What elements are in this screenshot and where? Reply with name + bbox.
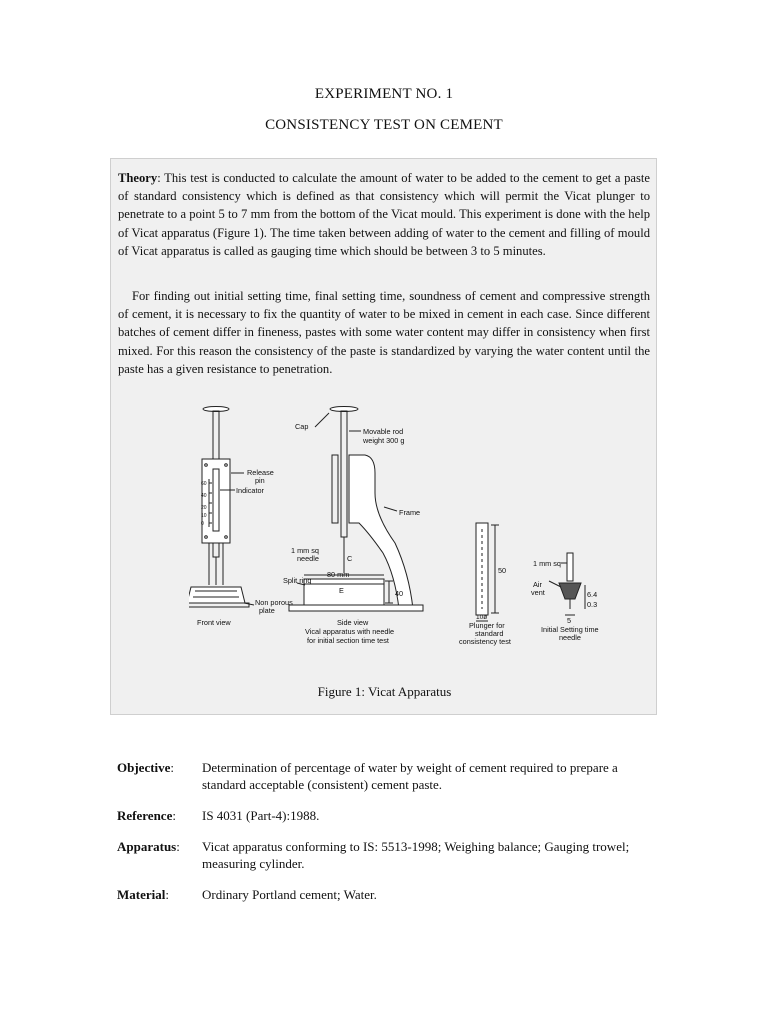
- reference-label: Reference: [117, 808, 173, 823]
- label-0-3: 0.3: [587, 600, 598, 609]
- material-label: Material: [117, 887, 166, 902]
- label-plate: plate: [259, 606, 275, 615]
- label-release: Release: [247, 468, 274, 477]
- experiment-number: EXPERIMENT NO. 1: [314, 86, 454, 102]
- label-1mm-sq: 1 mm sq: [533, 559, 561, 568]
- apparatus-colon: :: [176, 839, 180, 854]
- label-vent: vent: [531, 588, 545, 597]
- label-10: 10ø: [476, 614, 488, 621]
- label-indicator: Indicator: [236, 486, 264, 495]
- label-rod-weight: weight 300 g: [363, 436, 405, 445]
- scale-20: 20: [201, 505, 207, 511]
- figure-caption: Figure 1: Vicat Apparatus: [317, 684, 452, 699]
- label-split-ring: Split ring: [283, 576, 312, 585]
- plunger-drawing: [476, 523, 499, 621]
- label-movable-rod: Movable rod: [363, 427, 404, 436]
- label-air: Air: [533, 580, 542, 589]
- theory-label: Theory: [118, 171, 158, 185]
- apparatus-label: Apparatus: [117, 839, 177, 854]
- label-plunger-2: standard: [475, 629, 504, 638]
- theory-text-1: : This test is conducted to calculate the amount of water to be added to the cement to get a paste of standard consistency which is defined as that consistency which will permit the Vicat plunger to penetrate to a point 5 to 7 mm from the bottom of the Vicat mould. This experiment is done with the help of Vicat apparatus (Figure 1). The time taken between adding of water to the cement and filling of mould of Vicat apparatus is called as gauging time which should be between 3 to 5 minutes.: [118, 171, 650, 258]
- label-front-view: Front view: [197, 618, 231, 627]
- label-side-caption-1: Vical apparatus with needle: [305, 627, 395, 636]
- scale-10: 10: [201, 513, 207, 519]
- label-non-porous: Non porous: [255, 598, 293, 607]
- objective-colon: :: [170, 760, 175, 775]
- label-6-4: 6.4: [587, 590, 598, 599]
- label-40: 40: [395, 589, 404, 598]
- label-cap: Cap: [295, 422, 309, 431]
- reference-colon: :: [172, 808, 176, 823]
- label-initial-1: Initial Setting time: [541, 625, 599, 634]
- label-plunger-1: Plunger for: [469, 621, 505, 630]
- label-plunger-3: consistency test: [459, 637, 511, 646]
- label-needle-2: needle: [297, 554, 319, 563]
- front-view-drawing: [189, 407, 254, 608]
- scale-60: 60: [201, 481, 207, 487]
- scale-40: 40: [201, 493, 207, 499]
- reference-text: IS 4031 (Part-4):1988.: [202, 808, 320, 823]
- scale-0: 0: [201, 521, 204, 527]
- vicat-apparatus-figure: [189, 403, 639, 671]
- objective-label: Objective: [117, 760, 171, 775]
- label-c: C: [347, 554, 353, 563]
- label-80mm: 80 mm: [327, 570, 350, 579]
- label-side-caption-2: for initial section time test: [307, 636, 389, 645]
- page-title: CONSISTENCY TEST ON CEMENT: [265, 117, 503, 133]
- theory-box: [110, 158, 657, 715]
- label-frame: Frame: [399, 508, 421, 517]
- theory-paragraph-2: For finding out initial setting time, final setting time, soundness of cement and compressive strength of cement, it is necessary to fix the quantity of water to be mixed in cement in each case. Since different batches of cement differ in fineness, pastes with some water content may differ in consistency when first mixed. For this reason the consistency of the paste is standardized by varying the water content until the paste has a given resistance to penetration.: [118, 289, 650, 376]
- label-5: 5: [567, 616, 572, 625]
- material-colon: :: [165, 887, 169, 902]
- label-50: 50: [498, 566, 507, 575]
- objective-text: Determination of percentage of water by weight of cement required to prepare a standard acceptable (consistent) cement paste.: [202, 760, 618, 792]
- theory-paragraph-1: [118, 169, 650, 260]
- label-e: E: [339, 586, 344, 595]
- apparatus-text: Vicat apparatus conforming to IS: 5513-1998; Weighing balance; Gauging trowel; measuring cylinder.: [202, 839, 630, 871]
- label-side-view: Side view: [337, 618, 369, 627]
- label-initial-2: needle: [559, 633, 581, 642]
- label-pin: pin: [255, 476, 265, 485]
- material-text: Ordinary Portland cement; Water.: [202, 887, 377, 902]
- label-needle-1: 1 mm sq: [291, 546, 319, 555]
